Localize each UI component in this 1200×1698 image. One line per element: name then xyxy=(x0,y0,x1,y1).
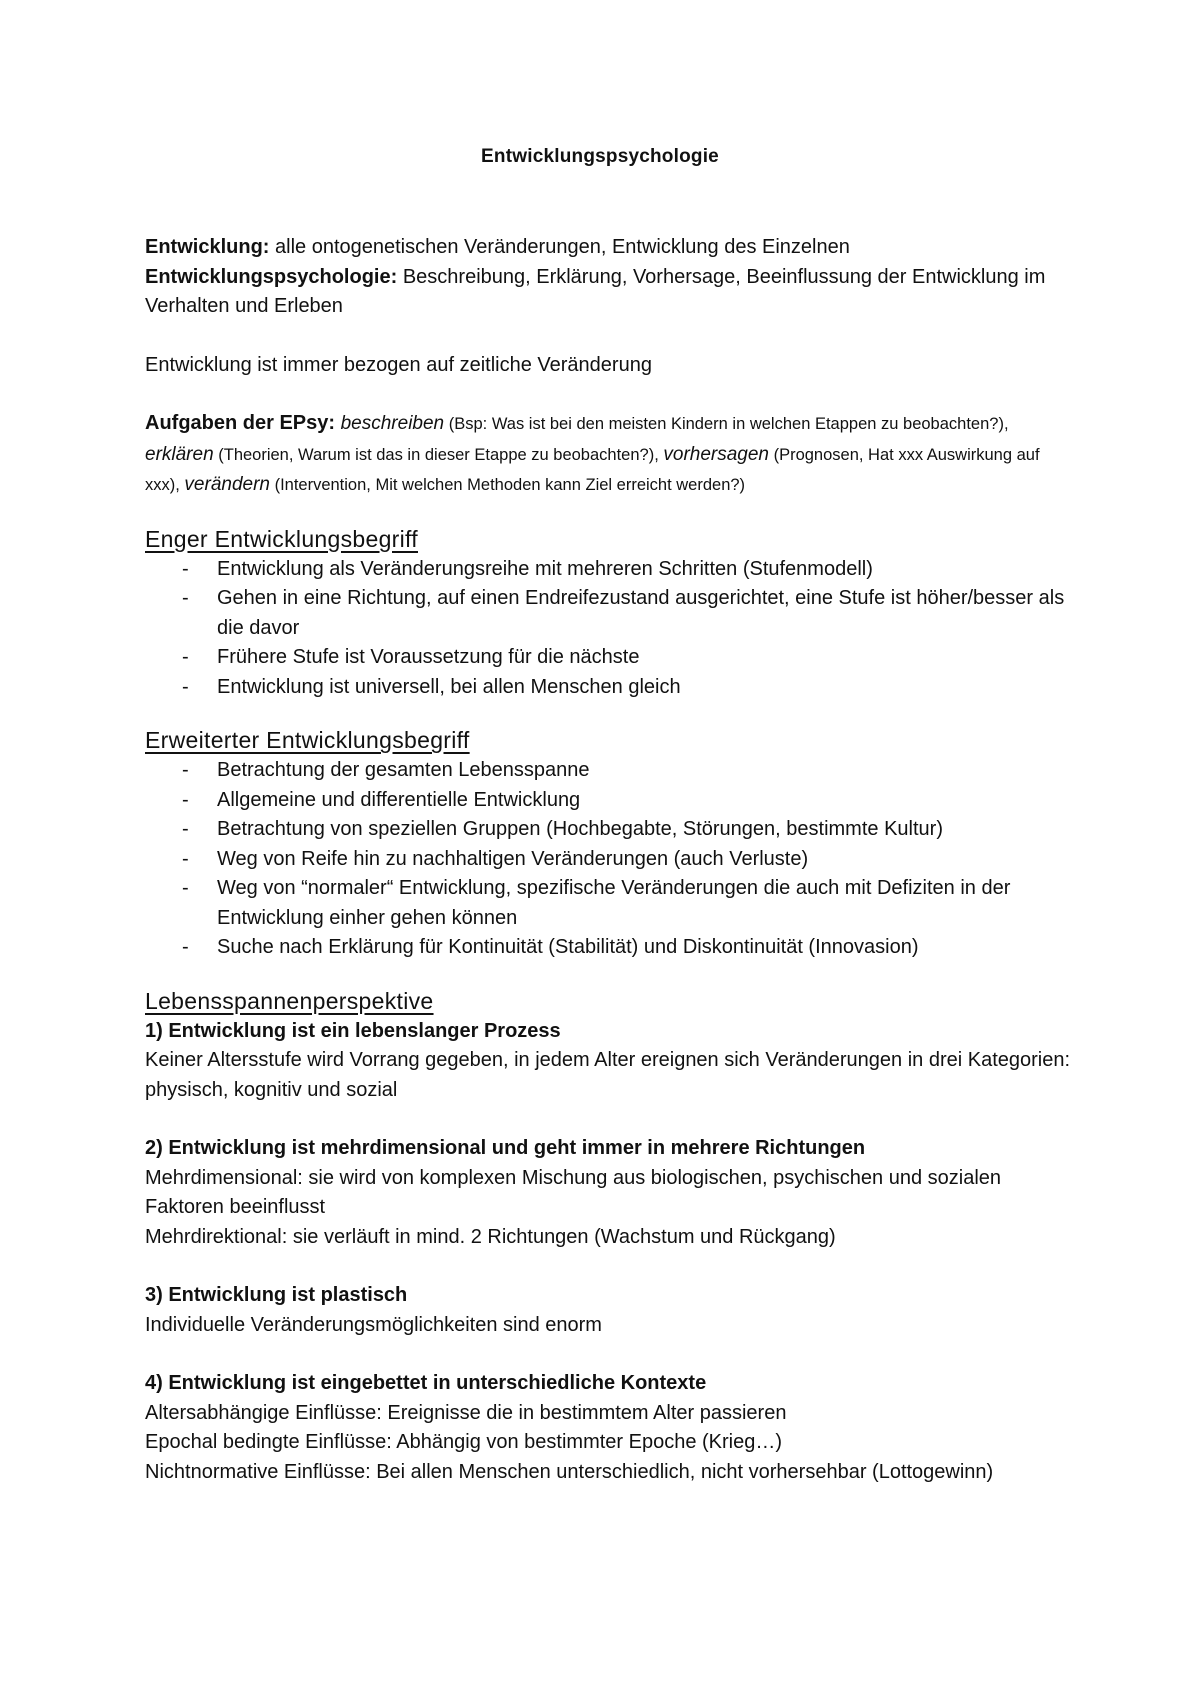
definition-term: Entwicklung: xyxy=(145,236,270,258)
definition-term: Entwicklungspsychologie: xyxy=(145,265,398,288)
list-item: - Entwicklung ist universell, bei allen Menschen gleich xyxy=(217,673,1075,703)
section-title-text: 1) Entwicklung ist ein lebenslanger Prozess xyxy=(145,1019,561,1042)
list-item: - Entwicklung als Veränderungsreihe mit mehreren Schritten (Stufenmodell) xyxy=(217,555,1075,585)
list-item: - Allgemeine und differentielle Entwicklung xyxy=(217,786,1075,816)
list-item: - Betrachtung der gesamten Lebensspanne xyxy=(217,756,1075,786)
document-title: Entwicklungspsychologie xyxy=(481,146,719,167)
list-item: - Weg von “normaler“ Entwicklung, spezifische Veränderungen die auch mit Defiziten in der Entwicklung einher gehen können xyxy=(217,874,1075,933)
section-title-text: 3) Entwicklung ist plastisch xyxy=(145,1284,408,1306)
list-item: - Frühere Stufe ist Voraussetzung für die nächste xyxy=(217,643,1075,673)
aufgabe-note: (Bsp: Was ist bei den meisten Kindern in welchen Etappen zu beobachten?), xyxy=(444,415,1009,433)
aufgabe-note: (Intervention, Mit welchen Methoden kann Ziel erreicht werden?) xyxy=(269,476,746,494)
section-title xyxy=(145,1369,1075,1399)
section-line: Individuelle Veränderungsmöglichkeiten sind enorm xyxy=(145,1313,602,1336)
section-title-text: 2) Entwicklung ist mehrdimensional und geht immer in mehrere Richtungen xyxy=(145,1137,866,1159)
section-title xyxy=(145,1281,1075,1311)
list-item: - Betrachtung von speziellen Gruppen (Hochbegabte, Störungen, bestimmte Kultur) xyxy=(217,815,1075,845)
section-line: Keiner Altersstufe wird Vorrang gegeben, in jedem Alter ereignen sich Veränderungen in drei Kategorien: physisch, kognitiv und sozial xyxy=(145,1049,1071,1101)
section-line: Epochal bedingte Einflüsse: Abhängig von bestimmter Epoche (Krieg…) xyxy=(145,1431,783,1453)
section-line: Mehrdirektional: sie verläuft in mind. 2 Richtungen (Wachstum und Rückgang) xyxy=(145,1225,836,1248)
section-line: Altersabhängige Einflüsse: Ereignisse die in bestimmtem Alter passieren xyxy=(145,1401,787,1424)
definition-entwicklung xyxy=(145,233,1075,263)
list-erweitert xyxy=(145,756,1075,963)
aufgabe-verb: verändern xyxy=(184,474,270,495)
definition-text: Beschreibung, Erklärung, Vorhersage, Beeinflussung der Entwicklung im Verhalten und Erleben xyxy=(145,265,1046,317)
aufgabe-verb: vorhersagen xyxy=(663,443,769,465)
section-title-text: 4) Entwicklung ist eingebettet in unterschiedliche Kontexte xyxy=(145,1372,707,1394)
section-line: Mehrdimensional: sie wird von komplexen Mischung aus biologischen, psychischen und sozialen Faktoren beeinflusst xyxy=(145,1166,1002,1218)
aufgabe-verb: erklären xyxy=(145,443,214,465)
aufgaben-paragraph xyxy=(145,409,1075,501)
heading-enger: Enger Entwicklungsbegriff xyxy=(145,525,418,552)
section-title xyxy=(145,1017,1075,1047)
statement: Entwicklung ist immer bezogen auf zeitliche Veränderung xyxy=(145,353,652,376)
aufgaben-label: Aufgaben der EPsy: xyxy=(145,412,336,434)
section-line: Nichtnormative Einflüsse: Bei allen Menschen unterschiedlich, nicht vorhersehbar (Lottogewinn) xyxy=(145,1460,994,1483)
list-item: - Weg von Reife hin zu nachhaltigen Veränderungen (auch Verluste) xyxy=(217,845,1075,875)
document-body xyxy=(145,233,1075,1487)
aufgabe-verb: beschreiben xyxy=(340,413,445,434)
heading-lebensspanne: Lebensspannenperspektive xyxy=(145,987,434,1014)
definition-text: alle ontogenetischen Veränderungen, Entwicklung des Einzelnen xyxy=(269,236,850,258)
section-title xyxy=(145,1134,1075,1164)
definition-entwicklungspsychologie xyxy=(145,263,1075,322)
list-item: - Suche nach Erklärung für Kontinuität (Stabilität) und Diskontinuität (Innovasion) xyxy=(217,933,1075,963)
aufgabe-note: (Prognosen, Hat xxx Auswirkung auf xxx), xyxy=(145,445,1040,494)
heading-erweitert: Erweiterter Entwicklungsbegriff xyxy=(145,727,470,753)
aufgabe-note: (Theorien, Warum ist das in dieser Etappe zu beobachten?), xyxy=(213,445,664,464)
list-enger xyxy=(145,555,1075,703)
list-item: - Gehen in eine Richtung, auf einen Endreifezustand ausgerichtet, eine Stufe ist höher/besser als die davor xyxy=(217,584,1075,643)
